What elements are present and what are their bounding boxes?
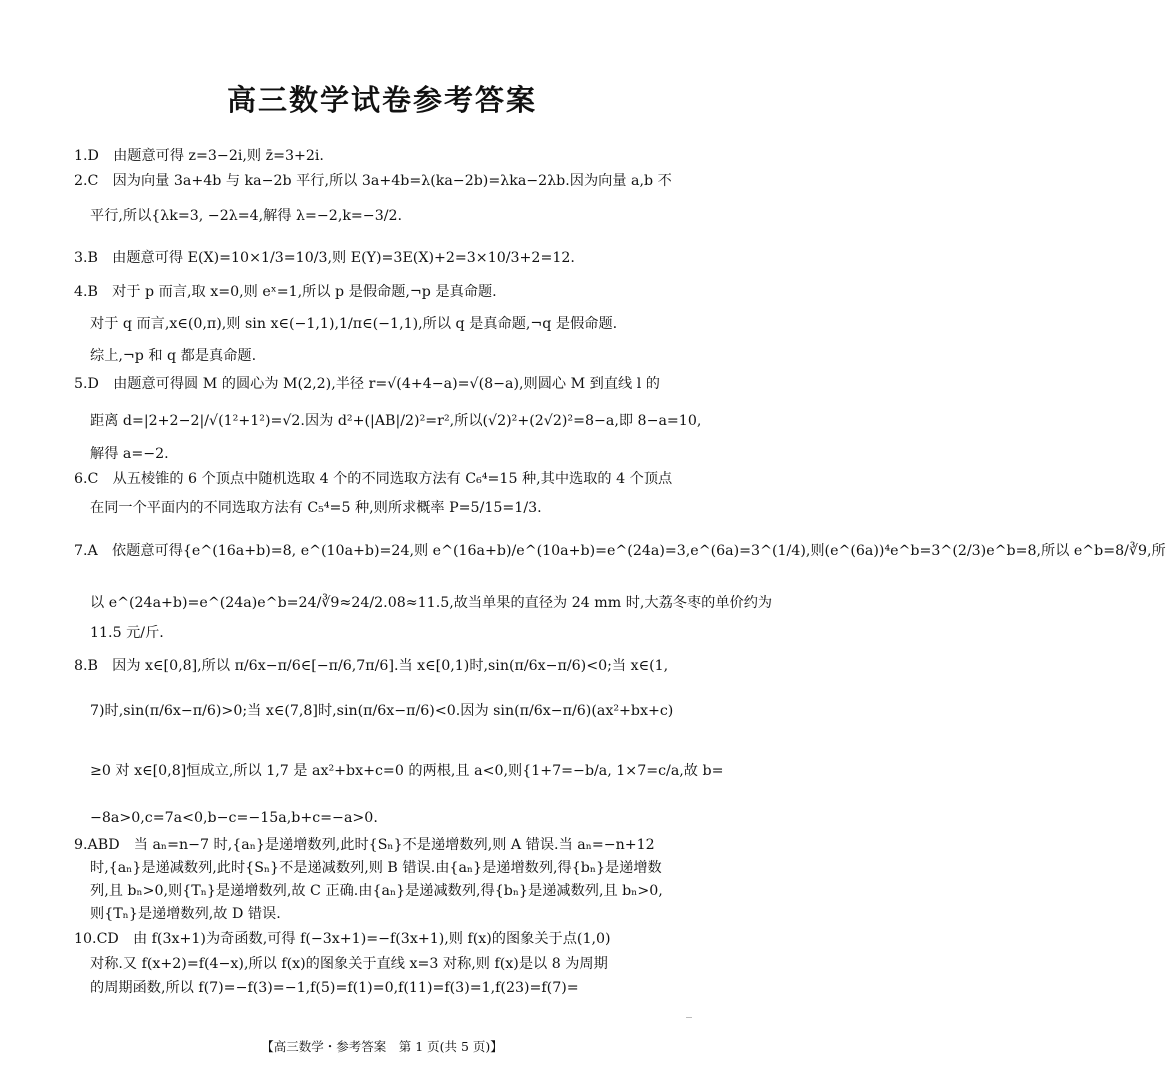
answer-line: ≥0 对 x∈[0,8]恒成立,所以 1,7 是 ax²+bx+c=0 的两根,且 a<0,则{1+7=−b/a, 1×7=c/a,故 b=: [90, 763, 724, 779]
answer-line: 2.C 因为向量 3a+4b 与 ka−2b 平行,所以 3a+4b=λ(ka−2b)=λka−2λb.因为向量 a,b 不: [74, 173, 672, 189]
answer-line: −8a>0,c=7a<0,b−c=−15a,b+c=−a>0.: [90, 810, 378, 826]
answer-line: 4.B 对于 p 而言,取 x=0,则 eˣ=1,所以 p 是假命题,¬p 是真命题.: [74, 284, 497, 300]
answer-line: 综上,¬p 和 q 都是真命题.: [90, 348, 257, 364]
answer-line: 时,{aₙ}是递减数列,此时{Sₙ}不是递减数列,则 B 错误.由{aₙ}是递增数列,得{bₙ}是递增数: [90, 860, 662, 876]
answer-line: 列,且 bₙ>0,则{Tₙ}是递增数列,故 C 正确.由{aₙ}是递减数列,得{bₙ}是递减数列,且 bₙ>0,: [90, 883, 663, 899]
answer-line: 6.C 从五棱锥的 6 个顶点中随机选取 4 个的不同选取方法有 C₆⁴=15 种,其中选取的 4 个顶点: [74, 471, 673, 487]
answer-line: 则{Tₙ}是递增数列,故 D 错误.: [90, 906, 281, 922]
decorative-mark: [686, 1017, 692, 1018]
answer-line: 解得 a=−2.: [90, 446, 169, 462]
answer-line: 5.D 由题意可得圆 M 的圆心为 M(2,2),半径 r=√(4+4−a)=√(8−a),则圆心 M 到直线 l 的: [74, 376, 660, 392]
answer-line: 10.CD 由 f(3x+1)为奇函数,可得 f(−3x+1)=−f(3x+1),则 f(x)的图象关于点(1,0): [74, 931, 611, 947]
answer-line: 7.A 依题意可得{e^(16a+b)=8, e^(10a+b)=24,则 e^(16a+b)/e^(10a+b)=e^(24a)=3,e^(6a)=3^(1/4),则(e^(6a))⁴e^b=3^(2/3)e^b=8,所以 e^b=8/∛9,所: [74, 543, 1166, 559]
answer-line: 11.5 元/斤.: [90, 625, 164, 641]
answer-line: 对称.又 f(x+2)=f(4−x),所以 f(x)的图象关于直线 x=3 对称,则 f(x)是以 8 为周期: [90, 956, 608, 972]
answer-line: 9.ABD 当 aₙ=n−7 时,{aₙ}是递增数列,此时{Sₙ}不是递增数列,则 A 错误.当 aₙ=−n+12: [74, 837, 655, 853]
answer-line: 7)时,sin(π/6x−π/6)>0;当 x∈(7,8]时,sin(π/6x−π/6)<0.因为 sin(π/6x−π/6)(ax²+bx+c): [90, 703, 674, 719]
answer-line: 8.B 因为 x∈[0,8],所以 π/6x−π/6∈[−π/6,7π/6].当 x∈[0,1)时,sin(π/6x−π/6)<0;当 x∈(1,: [74, 658, 669, 674]
answer-line: 3.B 由题意可得 E(X)=10×1/3=10/3,则 E(Y)=3E(X)+2=3×10/3+2=12.: [74, 250, 575, 266]
answer-line: 1.D 由题意可得 z=3−2i,则 z̄=3+2i.: [74, 148, 324, 164]
answer-line: 在同一个平面内的不同选取方法有 C₅⁴=5 种,则所求概率 P=5/15=1/3.: [90, 500, 542, 516]
answer-line: 对于 q 而言,x∈(0,π),则 sin x∈(−1,1),1/π∈(−1,1),所以 q 是真命题,¬q 是假命题.: [90, 316, 618, 332]
answer-line: 的周期函数,所以 f(7)=−f(3)=−1,f(5)=f(1)=0,f(11)=f(3)=1,f(23)=f(7)=: [90, 980, 579, 996]
answer-line: 以 e^(24a+b)=e^(24a)e^b=24/∛9≈24/2.08≈11.5,故当单果的直径为 24 mm 时,大荔冬枣的单价约为: [90, 595, 773, 611]
page-title: 高三数学试卷参考答案: [226, 83, 537, 117]
answer-line: 平行,所以{λk=3, −2λ=4,解得 λ=−2,k=−3/2.: [90, 208, 403, 224]
answer-line: 距离 d=|2+2−2|/√(1²+1²)=√2.因为 d²+(|AB|/2)²=r²,所以(√2)²+(2√2)²=8−a,即 8−a=10,: [90, 413, 702, 429]
page-footer: 【高三数学・参考答案 第 1 页(共 5 页)】: [261, 1039, 503, 1054]
